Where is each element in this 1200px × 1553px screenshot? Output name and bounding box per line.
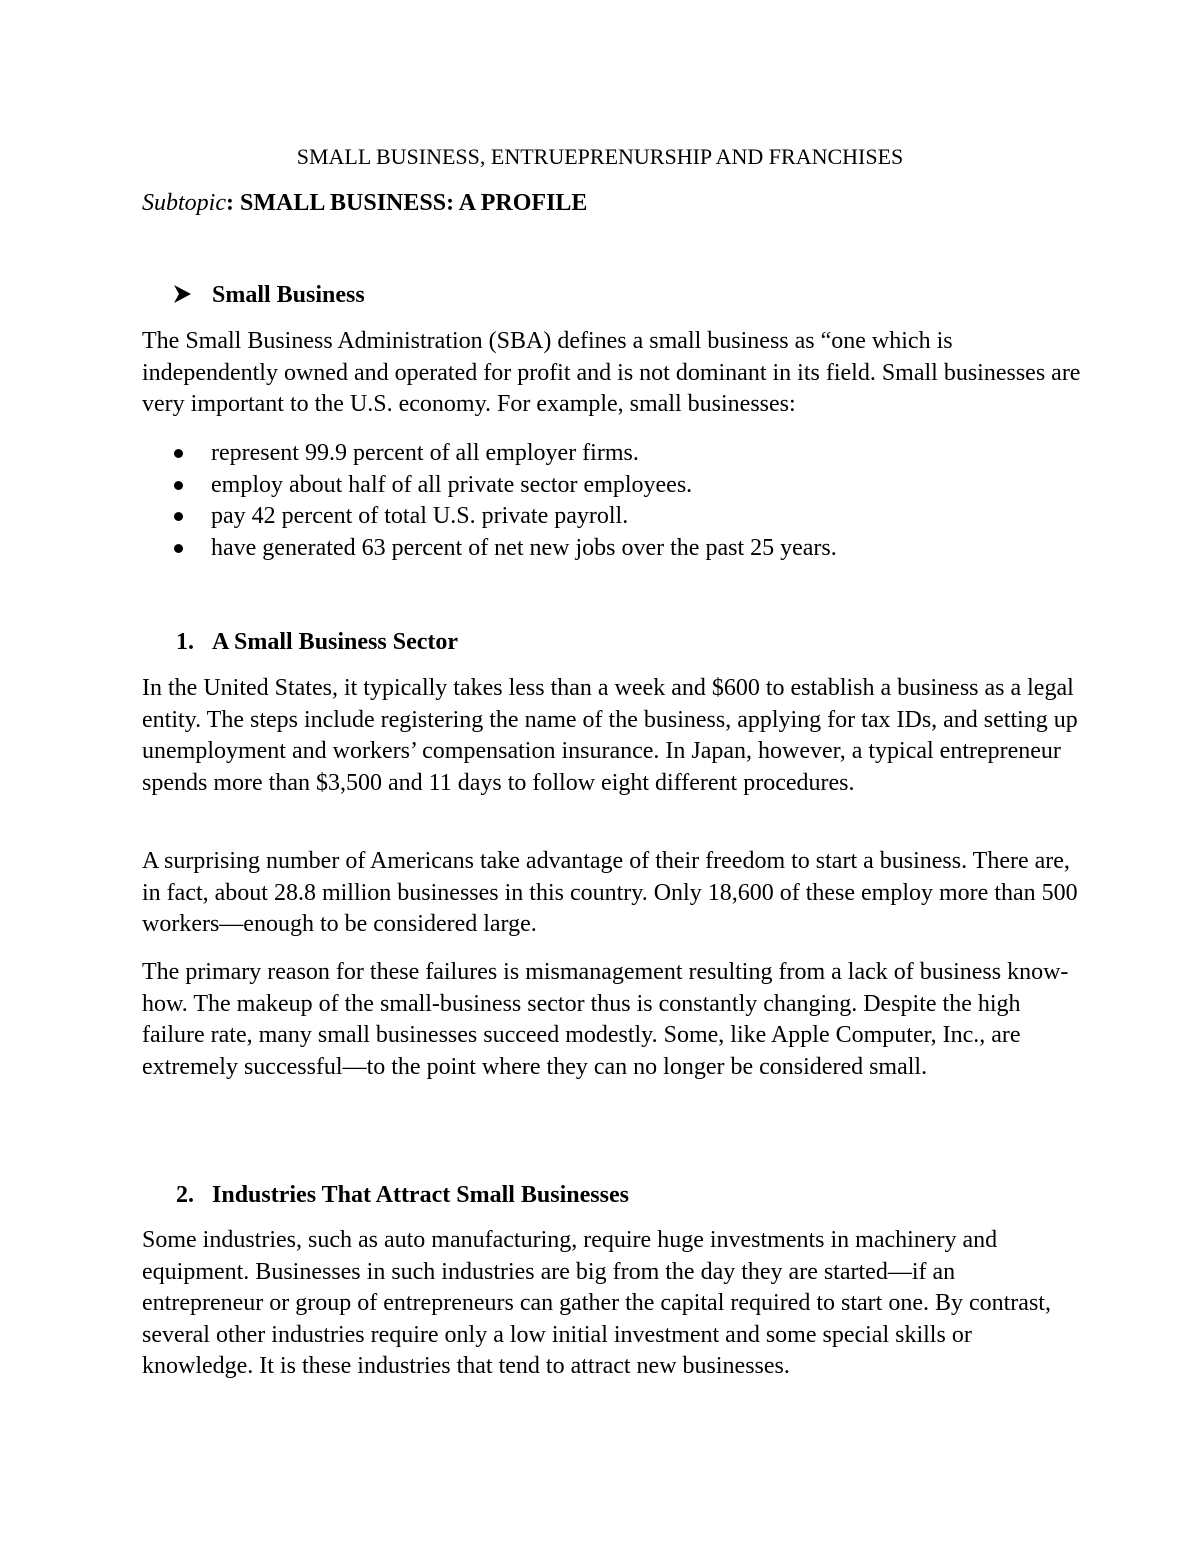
section-heading-2 — [176, 1180, 629, 1210]
bullet-dot-icon — [174, 481, 183, 490]
subtopic-value: SMALL BUSINESS: A PROFILE — [234, 190, 588, 216]
list-item — [172, 438, 837, 470]
subtopic-line — [142, 188, 587, 218]
subtopic-colon: : — [226, 190, 234, 216]
list-item-text: represent 99.9 percent of all employer firms. — [211, 440, 639, 466]
document-title: SMALL BUSINESS, ENTRUEPRENURSHIP AND FRANCHISES — [296, 144, 904, 169]
small-business-intro-paragraph: The Small Business Administration (SBA) defines a small business as “one which is independently owned and operated for profit and is not dominant in its field. Small businesses are very important to the U.S. economy. For example, small businesses: — [142, 328, 1081, 417]
section-1-paragraph-1: In the United States, it typically takes less than a week and $600 to establish a business as a legal entity. The steps include registering the name of the business, applying for tax IDs, and setting up unemployment and workers’ compensation insurance. In Japan, however, a typical entrepreneur spends more than $3,500 and 11 days to follow eight different procedures. — [142, 675, 1078, 796]
bullet-dot-icon — [174, 449, 183, 458]
list-item — [172, 501, 837, 533]
list-item-text: employ about half of all private sector employees. — [211, 471, 693, 498]
section-heading-text: Small Business — [212, 282, 365, 308]
section-number: 2. — [176, 1182, 194, 1208]
section-heading-text: Industries That Attract Small Businesses — [212, 1182, 629, 1208]
list-item-text: have generated 63 percent of net new jobs over the past 25 years. — [211, 534, 837, 561]
section-1-paragraph-3: The primary reason for these failures is mismanagement resulting from a lack of business know-how. The makeup of the small-business sector thus is constantly changing. Despite the high failure rate, many small businesses succeed modestly. Some, like Apple Computer, Inc., are extremely successful—to the point where they can no longer be considered small. — [142, 959, 1069, 1080]
arrow-bullet-icon-shape — [172, 284, 192, 304]
list-item — [172, 533, 837, 565]
section-number: 1. — [176, 629, 194, 655]
bullet-dot-icon — [174, 512, 183, 521]
subtopic-label: Subtopic — [142, 190, 226, 216]
section-heading-text: A Small Business Sector — [212, 629, 459, 655]
arrow-bullet-icon — [172, 280, 212, 310]
section-heading-small-business — [172, 280, 365, 310]
list-item — [172, 470, 837, 502]
section-heading-1 — [176, 627, 458, 657]
section-1-paragraph-2: A surprising number of Americans take advantage of their freedom to start a business. There are, in fact, about 28.8 million businesses in this country. Only 18,600 of these employ more than 500 workers—enough to be considered large. — [142, 848, 1078, 937]
list-item-text: pay 42 percent of total U.S. private payroll. — [211, 503, 629, 529]
bullet-dot-icon — [174, 544, 183, 553]
section-2-paragraph-1: Some industries, such as auto manufacturing, require huge investments in machinery and equipment. Businesses in such industries are big from the day they are started—if an entrepreneur or group of entrepreneurs can gather the capital required to start one. By contrast, several other industries require only a low initial investment and some special skills or knowledge. It is these industries that tend to attract new businesses. — [142, 1227, 1051, 1379]
small-business-bullet-list — [172, 438, 837, 564]
